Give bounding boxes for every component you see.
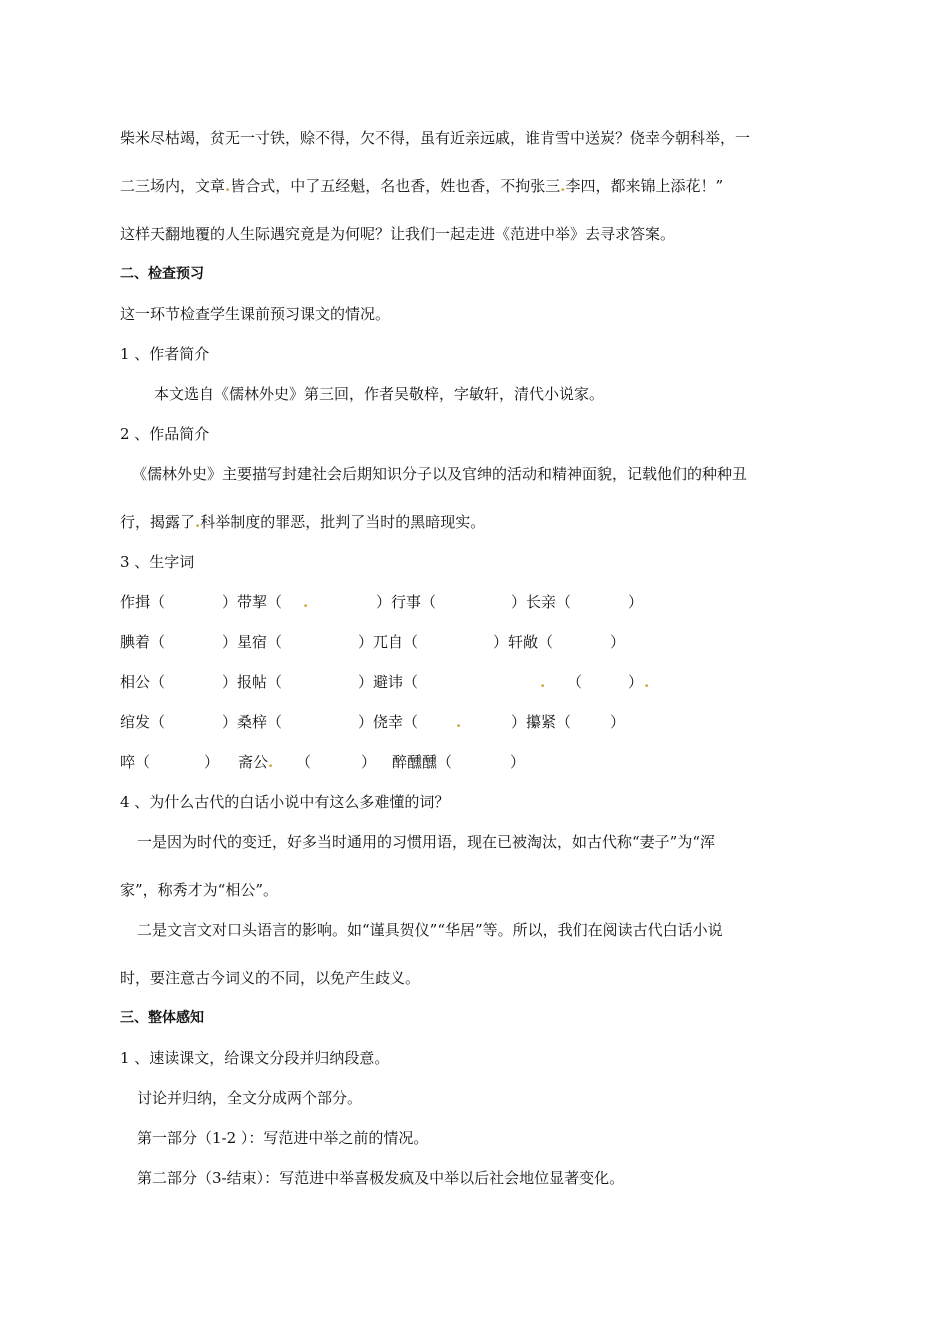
vocab-cell: 啐（: [120, 753, 151, 771]
work-intro-line-1: 《儒林外史》主要描写封建社会后期知识分子以及官绅的活动和精神面貌，记载他们的种种丑: [132, 465, 748, 483]
intro-line-2-a: 二三场内，文章: [120, 177, 226, 195]
intro-line-2-c: 李四，都来锦上添花！”: [565, 177, 724, 195]
vocab-cell: ）轩敞（: [493, 633, 554, 651]
dot-marker: .: [456, 713, 462, 731]
overview-item-1-title: 1 、速读课文，给课文分段并归纳段意。: [120, 1049, 390, 1067]
question-4-title: 4 、为什么古代的白话小说中有这么多难懂的词？: [120, 793, 450, 811]
author-intro-text: 本文选自《儒林外史》第三回，作者吴敬梓，字敏轩，清代小说家。: [154, 385, 605, 403]
vocab-cell: ）带挈（: [222, 593, 283, 611]
overview-discuss: 讨论并归纳，全文分成两个部分。: [137, 1089, 363, 1107]
section-2-heading: 二、检查预习: [120, 266, 204, 282]
intro-line-1: 柴米尽枯竭，贫无一寸铁，赊不得，欠不得，虽有近亲远戚，谁肯雪中送炭？侥幸今朝科举，一: [120, 129, 751, 147]
work-intro-line-2: [120, 512, 485, 532]
vocab-row-3: [120, 672, 840, 692]
dot-marker: .: [195, 513, 201, 531]
vocab-cell: ）: [610, 713, 626, 731]
vocab-cell: ）: [610, 633, 626, 651]
work-intro-line-2-a: 行，揭露了: [120, 513, 196, 531]
vocab-cell: ）: [361, 753, 377, 771]
vocab-cell: ）侥幸（: [358, 713, 419, 731]
answer-2-line-1: 二是文言文对口头语言的影响。如“谨具贺仪”“华居”等。所以，我们在阅读古代白话小说: [137, 921, 723, 939]
vocab-cell: ）: [510, 753, 526, 771]
dot-marker: .: [268, 753, 274, 771]
vocab-row-5: [120, 752, 840, 772]
vocab-row-4: [120, 712, 840, 732]
section-3-heading: 三、整体感知: [120, 1010, 204, 1026]
vocab-cell: 腆着（: [120, 633, 166, 651]
intro-line-2-b: 皆合式，中了五经魁，名也香，姓也香，不拘张三: [230, 177, 561, 195]
vocab-cell: ）: [204, 753, 220, 771]
vocab-cell: ）攥紧（: [511, 713, 572, 731]
vocab-row-1: [120, 592, 840, 612]
intro-line-2: [120, 176, 723, 196]
vocab-row-2: [120, 632, 840, 652]
dot-marker: .: [540, 673, 546, 691]
vocab-cell: 绾发（: [120, 713, 166, 731]
vocab-cell: 相公（: [120, 673, 166, 691]
author-intro-title: 1 、作者简介: [120, 345, 210, 363]
vocab-cell: ）兀自（: [358, 633, 419, 651]
vocab-cell: ）长亲（: [511, 593, 572, 611]
section-2-desc: 这一环节检查学生课前预习课文的情况。: [120, 305, 391, 323]
vocab-cell: ）星宿（: [222, 633, 283, 651]
overview-part-2: 第二部分（3-结束）：写范进中举喜极发疯及中举以后社会地位显著变化。: [137, 1169, 625, 1187]
answer-2-line-2: 时，要注意古今词义的不同，以免产生歧义。: [120, 969, 421, 987]
vocab-cell: ）行事（: [376, 593, 437, 611]
vocab-cell: ）桑梓（: [222, 713, 283, 731]
vocab-cell: 斋公: [238, 753, 269, 771]
dot-marker: .: [303, 593, 309, 611]
vocab-cell: 作揖（: [120, 593, 166, 611]
vocab-cell: ）报帖（: [222, 673, 283, 691]
vocab-cell: （: [567, 673, 583, 691]
dot-marker: .: [644, 673, 650, 691]
dot-marker: .: [560, 177, 566, 195]
vocab-cell: 醉醺醺（: [392, 753, 453, 771]
work-intro-line-2-b: 科举制度的罪恶，批判了当时的黑暗现实。: [200, 513, 486, 531]
vocab-cell: （: [296, 753, 312, 771]
intro-line-3: 这样天翻地覆的人生际遇究竟是为何呢？让我们一起走进《范进中举》去寻求答案。: [120, 225, 676, 243]
vocab-cell: ）: [628, 673, 644, 691]
vocab-cell: ）: [628, 593, 644, 611]
vocab-title: 3 、生字词: [120, 553, 195, 571]
overview-part-1: 第一部分（1-2 ）：写范进中举之前的情况。: [137, 1129, 429, 1147]
vocab-cell: ）避讳（: [358, 673, 419, 691]
dot-marker: .: [225, 177, 231, 195]
work-intro-title: 2 、作品简介: [120, 425, 210, 443]
answer-1-line-1: 一是因为时代的变迁，好多当时通用的习惯用语，现在已被淘汰，如古代称“妻子”为“浑: [137, 833, 716, 851]
answer-1-line-2: 家”，称秀才为“相公”。: [120, 881, 279, 899]
